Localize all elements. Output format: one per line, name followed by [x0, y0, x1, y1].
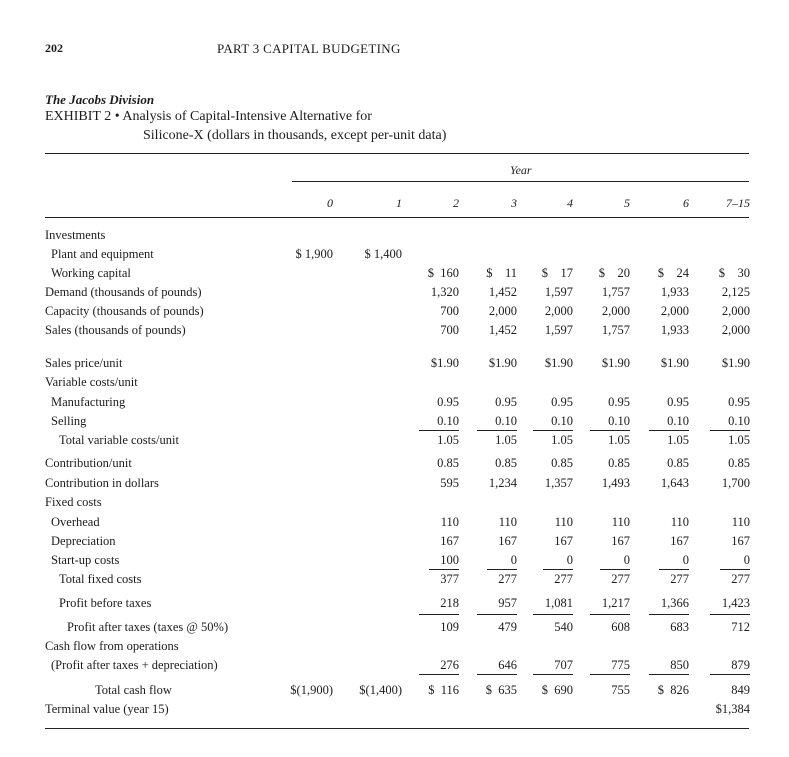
- table-cell: 1,757: [601, 323, 630, 337]
- sum-rule: [659, 569, 689, 570]
- sum-rule: [590, 430, 630, 431]
- table-cell: 1,700: [721, 476, 750, 490]
- table-cell: 0.95: [551, 395, 573, 409]
- table-cell: $1.90: [488, 356, 517, 370]
- table-cell: 100: [440, 553, 459, 567]
- table-cell: 0.10: [495, 414, 517, 428]
- table-cell: 1,234: [488, 476, 517, 490]
- table-cell: 167: [440, 534, 459, 548]
- year-rule: [292, 181, 749, 182]
- running-head: PART 3 CAPITAL BUDGETING: [217, 41, 401, 56]
- year-header: 5: [624, 196, 630, 210]
- sum-rule: [533, 674, 573, 675]
- table-cell: 167: [731, 534, 750, 548]
- row-label: Selling: [51, 414, 87, 428]
- row-label: Total fixed costs: [59, 572, 142, 586]
- table-cell: 110: [731, 515, 750, 529]
- table-cell: 775: [611, 658, 630, 672]
- table-cell: 1,320: [430, 285, 459, 299]
- row-label: Terminal value (year 15): [45, 702, 169, 716]
- table-cell: 595: [440, 476, 459, 490]
- table-cell: $ 20: [598, 266, 630, 280]
- table-cell: 700: [440, 304, 459, 318]
- sum-rule: [710, 614, 750, 615]
- table-bottom-rule: [45, 728, 749, 729]
- table-cell: 2,000: [721, 304, 750, 318]
- table-cell: 1,757: [601, 285, 630, 299]
- table-cell: 0: [682, 553, 689, 567]
- table-cell: $(1,400): [359, 683, 402, 697]
- sum-rule: [429, 569, 459, 570]
- table-cell: 0.10: [728, 414, 750, 428]
- sum-rule: [590, 674, 630, 675]
- row-label: Contribution/unit: [45, 456, 132, 470]
- sum-rule: [649, 614, 689, 615]
- table-cell: 2,125: [721, 285, 750, 299]
- table-cell: 0.95: [495, 395, 517, 409]
- table-cell: 277: [731, 572, 750, 586]
- table-cell: 167: [670, 534, 689, 548]
- table-cell: 1,493: [601, 476, 630, 490]
- table-cell: 1,452: [488, 323, 517, 337]
- table-cell: 110: [440, 515, 459, 529]
- table-cell: $(1,900): [290, 683, 333, 697]
- table-cell: 1,933: [660, 323, 689, 337]
- row-label: Sales (thousands of pounds): [45, 323, 186, 337]
- table-cell: 167: [498, 534, 517, 548]
- table-cell: 1.05: [437, 433, 459, 447]
- table-cell: $1.90: [721, 356, 750, 370]
- table-cell: 1.05: [667, 433, 689, 447]
- table-cell: $ 1,900: [295, 247, 333, 261]
- year-header: 2: [453, 196, 459, 210]
- sum-rule: [533, 430, 573, 431]
- table-cell: 218: [440, 596, 459, 610]
- table-cell: 0.85: [551, 456, 573, 470]
- table-cell: 0: [566, 553, 573, 567]
- year-header: 6: [683, 196, 689, 210]
- table-cell: 2,000: [721, 323, 750, 337]
- row-label: Depreciation: [51, 534, 116, 548]
- year-header: 7–15: [726, 196, 750, 210]
- table-cell: $1.90: [660, 356, 689, 370]
- year-label: Year: [510, 163, 532, 177]
- table-cell: 1.05: [495, 433, 517, 447]
- row-label: Manufacturing: [51, 395, 126, 409]
- table-cell: 0.85: [437, 456, 459, 470]
- exhibit-title: EXHIBIT 2 • Analysis of Capital-Intensive Alternative for: [45, 109, 372, 124]
- table-cell: 167: [554, 534, 573, 548]
- sum-rule: [720, 569, 750, 570]
- sum-rule: [649, 430, 689, 431]
- exhibit-subtitle: Silicone-X (dollars in thousands, except per-unit data): [143, 128, 447, 143]
- sum-rule: [477, 614, 517, 615]
- year-header: 3: [511, 196, 517, 210]
- table-cell: 110: [670, 515, 689, 529]
- table-cell: 540: [554, 620, 573, 634]
- table-cell: 1,933: [660, 285, 689, 299]
- table-cell: 879: [731, 658, 750, 672]
- row-label: Plant and equipment: [51, 247, 154, 261]
- year-header: 0: [327, 196, 333, 210]
- table-cell: 683: [670, 620, 689, 634]
- table-cell: 849: [731, 683, 750, 697]
- row-label: Sales price/unit: [45, 356, 123, 370]
- table-cell: 0.95: [728, 395, 750, 409]
- table-cell: 110: [611, 515, 630, 529]
- year-header: 1: [396, 196, 402, 210]
- table-cell: 1,357: [544, 476, 573, 490]
- table-cell: 1.05: [728, 433, 750, 447]
- table-cell: 0.85: [728, 456, 750, 470]
- table-cell: 1,597: [544, 323, 573, 337]
- table-cell: 0.95: [667, 395, 689, 409]
- table-cell: 1.05: [608, 433, 630, 447]
- sum-rule: [419, 614, 459, 615]
- table-cell: 167: [611, 534, 630, 548]
- sum-rule: [543, 569, 573, 570]
- row-label: Investments: [45, 228, 106, 242]
- table-cell: 850: [670, 658, 689, 672]
- table-cell: 707: [554, 658, 573, 672]
- table-cell: 110: [498, 515, 517, 529]
- table-cell: 377: [440, 572, 459, 586]
- row-label: Start-up costs: [51, 553, 120, 567]
- row-label: Profit before taxes: [59, 596, 152, 610]
- table-cell: 0.10: [437, 414, 459, 428]
- sum-rule: [419, 430, 459, 431]
- sum-rule: [649, 674, 689, 675]
- sum-rule: [600, 569, 630, 570]
- row-label: Capacity (thousands of pounds): [45, 304, 204, 318]
- row-label: Profit after taxes (taxes @ 50%): [67, 620, 229, 634]
- table-cell: 1,081: [544, 596, 573, 610]
- table-cell: $ 1,400: [364, 247, 402, 261]
- table-cell: 0.10: [667, 414, 689, 428]
- table-cell: 0.10: [551, 414, 573, 428]
- table-cell: 0.10: [608, 414, 630, 428]
- table-cell: $ 826: [657, 683, 689, 697]
- table-cell: 0.85: [667, 456, 689, 470]
- table-cell: 0.85: [495, 456, 517, 470]
- table-cell: 608: [611, 620, 630, 634]
- row-label: Overhead: [51, 515, 100, 529]
- table-cell: 1.05: [551, 433, 573, 447]
- table-cell: $ 11: [486, 266, 517, 280]
- table-cell: 1,452: [488, 285, 517, 299]
- table-cell: $1.90: [430, 356, 459, 370]
- table-cell: $ 116: [428, 683, 459, 697]
- table-cell: $ 635: [485, 683, 517, 697]
- row-label: Cash flow from operations: [45, 639, 179, 653]
- table-cell: 1,217: [601, 596, 630, 610]
- table-cell: 1,366: [660, 596, 689, 610]
- row-label: Fixed costs: [45, 495, 102, 509]
- table-cell: $ 24: [657, 266, 689, 280]
- table-cell: 2,000: [660, 304, 689, 318]
- table-cell: 109: [440, 620, 459, 634]
- row-label: Variable costs/unit: [45, 375, 138, 389]
- page-number: 202: [45, 41, 63, 55]
- table-cell: 1,423: [721, 596, 750, 610]
- table-cell: $ 30: [718, 266, 750, 280]
- table-cell: 712: [731, 620, 750, 634]
- table-cell: $ 690: [541, 683, 573, 697]
- sum-rule: [477, 674, 517, 675]
- sum-rule: [710, 430, 750, 431]
- table-cell: 755: [611, 683, 630, 697]
- table-cell: $ 17: [541, 266, 573, 280]
- row-label: Working capital: [51, 266, 131, 280]
- table-cell: 0.95: [608, 395, 630, 409]
- table-cell: 957: [498, 596, 517, 610]
- table-cell: 2,000: [544, 304, 573, 318]
- header-rule: [45, 217, 749, 218]
- table-cell: 1,597: [544, 285, 573, 299]
- sum-rule: [487, 569, 517, 570]
- row-label: Contribution in dollars: [45, 476, 159, 490]
- table-cell: 277: [670, 572, 689, 586]
- table-cell: $ 160: [427, 266, 459, 280]
- table-cell: $1,384: [715, 702, 750, 716]
- row-label: Demand (thousands of pounds): [45, 285, 202, 299]
- table-cell: 0.95: [437, 395, 459, 409]
- table-cell: 1,643: [660, 476, 689, 490]
- table-cell: $1.90: [601, 356, 630, 370]
- table-cell: 0: [623, 553, 630, 567]
- table-cell: 0.85: [608, 456, 630, 470]
- table-cell: 277: [554, 572, 573, 586]
- row-label: (Profit after taxes + depreciation): [51, 658, 218, 672]
- sum-rule: [419, 674, 459, 675]
- table-cell: 646: [498, 658, 517, 672]
- sum-rule: [533, 614, 573, 615]
- table-cell: 110: [554, 515, 573, 529]
- table-cell: 700: [440, 323, 459, 337]
- table-cell: $1.90: [544, 356, 573, 370]
- sum-rule: [710, 674, 750, 675]
- table-cell: 479: [498, 620, 517, 634]
- table-cell: 0: [510, 553, 517, 567]
- table-top-rule: [45, 153, 749, 154]
- table-cell: 276: [440, 658, 459, 672]
- table-cell: 2,000: [601, 304, 630, 318]
- year-header: 4: [567, 196, 573, 210]
- table-cell: 277: [611, 572, 630, 586]
- table-cell: 2,000: [488, 304, 517, 318]
- sum-rule: [477, 430, 517, 431]
- division-name: The Jacobs Division: [45, 92, 155, 107]
- sum-rule: [590, 614, 630, 615]
- row-label: Total variable costs/unit: [59, 433, 179, 447]
- row-label: Total cash flow: [95, 683, 172, 697]
- table-cell: 277: [498, 572, 517, 586]
- table-cell: 0: [743, 553, 750, 567]
